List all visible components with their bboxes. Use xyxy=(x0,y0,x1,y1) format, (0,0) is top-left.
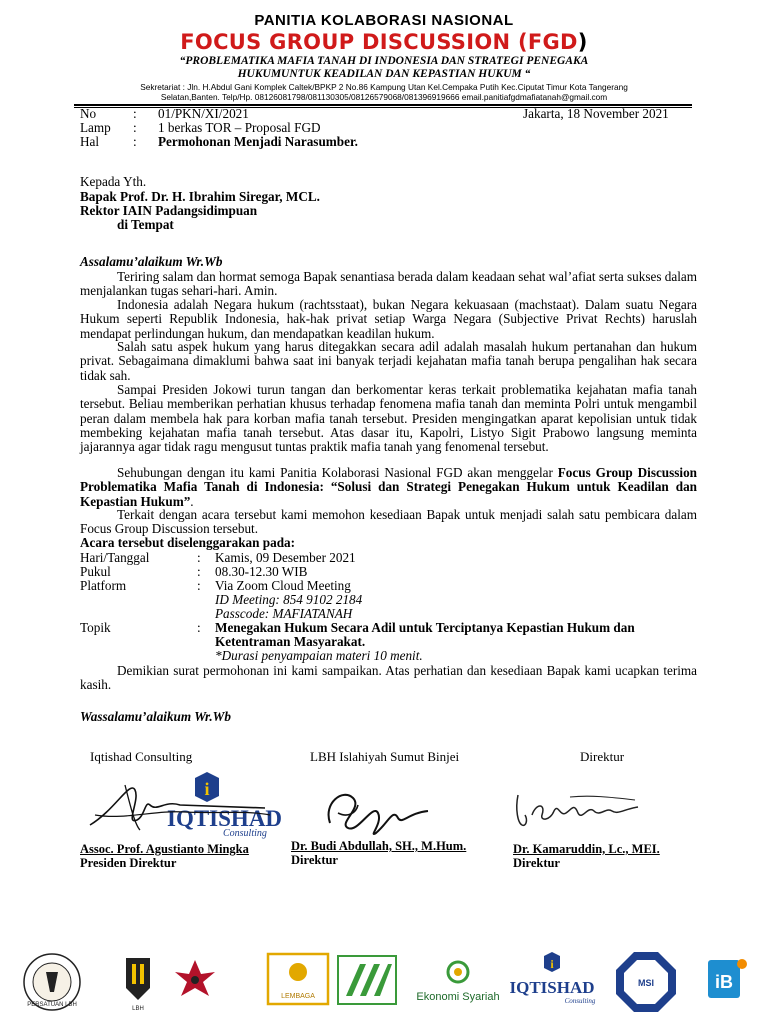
iqtishad-consulting-logo xyxy=(509,952,595,1005)
signature-2 xyxy=(318,783,438,843)
signatory-3-role: Direktur xyxy=(513,855,560,870)
paragraph-4: Sampai Presiden Jokowi turun tangan dan berkomentar keras terkait problematika kejahatan mafia tanah tersebut. Beliau memberikan perhatian khusus terhadap fenomena mafia tanah dan meminta Polri untuk mengambil peran dalam membela hak para korban mafia tanah tersebut. Presiden mengingatkan aparat kepolisian untuk tidak membeking kejahatan mafia tanah tersebut. Atas dasar itu, Kapolri, Listyo Sigit Prabowo langsung meminta jajarannya agar tidak ragu mengusut tuntas praktik mafia tanah yang fenomenal tersebut. xyxy=(80,382,697,455)
agenda-date-colon: : xyxy=(197,550,201,565)
closing-paragraph: Demikian surat permohonan ini kami sampaikan. Atas perhatian dan kesediaan Bapak kami ucapkan terima kasih. xyxy=(80,663,697,693)
signature-org-1: Iqtishad Consulting xyxy=(90,749,193,764)
paragraph-2: Indonesia adalah Negara hukum (rachtsstaat), bukan Negara kekuasaan (machstaat). Dalam suatu Negara Hukum seperti Republik Indonesia, hak-hak privat setiap Warga Negara (Subjective Privat Rechts) haruslah mendapat perlindungan hukum, dan mendapatkan keadilan hukum. xyxy=(80,297,697,341)
svg-text:IQTISHAD: IQTISHAD xyxy=(509,978,595,997)
recipient-place: di Tempat xyxy=(117,217,174,232)
event-name-bold: Focus Group Discussion Problematika Mafia Tanah di Indonesia: “Solusi dan Strategi Penegakan Hukum untuk Keadilan dan Kepastian Hukum” xyxy=(80,465,697,509)
signatory-1 xyxy=(80,843,249,870)
svg-text:MSI: MSI xyxy=(637,978,655,988)
agenda-time-label: Pukul xyxy=(80,564,111,579)
recipient-name: Bapak Prof. Dr. H. Ibrahim Siregar, MCL. xyxy=(80,189,320,204)
yellow-frame-logo xyxy=(268,954,328,1004)
agenda-topic-line-1: Menegakan Hukum Secara Adil untuk Terciptanya Kepastian Hukum dan xyxy=(215,620,635,635)
paragraph-5-end: . xyxy=(190,493,194,509)
signatory-2-name: Dr. Budi Abdullah, SH., M.Hum. xyxy=(291,839,467,853)
stamp-logo-sub: Consulting xyxy=(223,828,267,839)
agenda-platform-colon: : xyxy=(197,578,201,593)
signature-3 xyxy=(510,785,650,835)
address-line-2: Selatan,Banten. Telp/Hp. 08126081798/081130305/08126579068/081396919666 email.panitiafgdmafiatanah@gmail.com xyxy=(160,92,608,102)
signatory-3-name: Dr. Kamaruddin, Lc., MEI. xyxy=(513,842,660,856)
event-title-paren: ) xyxy=(577,30,588,54)
recipient-title: Rektor IAIN Padangsidimpuan xyxy=(80,203,258,218)
msi-octagon-logo xyxy=(616,952,676,1012)
paragraph-1: Teriring salam dan hormat semoga Bapak senantiasa berada dalam keadaan sehat wal’afiat serta sukses dalam menjalankan tugas sehari-hari. Amin. xyxy=(80,269,697,299)
agenda-topic-label: Topik xyxy=(80,620,111,635)
green-stripes-logo xyxy=(338,956,396,1004)
partner-logos-row xyxy=(20,950,760,1012)
letterhead-event xyxy=(0,30,768,54)
signature-org-3: Direktur xyxy=(580,749,625,764)
meta-no-colon: : xyxy=(133,106,137,121)
signatory-2-role: Direktur xyxy=(291,852,338,867)
svg-text:i: i xyxy=(550,957,554,971)
signatory-3 xyxy=(513,843,660,870)
paragraph-3: Salah satu aspek hukum yang harus ditegakkan secara adil adalah masalah hukum pertanahan dan hukum privat. Sebagaimana dimaklumi bahwa saat ini banyak terjadi kejahatan mafia tanah berupa pengalihan hak secara tidak sah. xyxy=(80,339,697,383)
letterhead-address xyxy=(0,82,768,102)
meta-hal-label: Hal xyxy=(80,134,100,149)
signatory-1-role: Presiden Direktur xyxy=(80,855,177,870)
stamp-logo-name: IQTISHAD xyxy=(167,806,283,831)
signatory-2 xyxy=(291,840,466,867)
letter-date: Jakarta, 18 November 2021 xyxy=(523,106,669,121)
paragraph-5 xyxy=(80,466,697,509)
theme-line-1: “PROBLEMATIKA MAFIA TANAH DI INDONESIA DAN STRATEGI PENEGAKA xyxy=(179,55,589,67)
agenda-date-value: Kamis, 09 Desember 2021 xyxy=(215,550,356,565)
agenda-meeting-id: ID Meeting: 854 9102 2184 xyxy=(215,592,363,607)
signatory-1-name: Assoc. Prof. Agustianto Mingka xyxy=(80,842,249,856)
svg-text:PERSATUAN LBH: PERSATUAN LBH xyxy=(27,1002,77,1008)
recipient-kepada: Kepada Yth. xyxy=(80,174,147,189)
meta-no-label: No xyxy=(80,106,97,121)
agenda-heading: Acara tersebut diselenggarakan pada: xyxy=(80,535,296,550)
farewell: Wassalamu’alaikum Wr.Wb xyxy=(80,709,231,724)
agenda-platform-value: Via Zoom Cloud Meeting xyxy=(215,578,351,593)
paragraph-6: Terkait dengan acara tersebut kami memohon kesediaan Bapak untuk menjadi salah satu pembicara dalam Focus Group Discussion tersebut. xyxy=(80,507,697,537)
letterhead-theme xyxy=(0,55,768,81)
meta-no-value: 01/PKN/XI/2021 xyxy=(158,106,249,121)
lbh-shield-logo xyxy=(126,958,150,1012)
svg-text:Consulting: Consulting xyxy=(564,997,596,1005)
paragraph-5-text: Sehubungan dengan itu kami Panitia Kolaborasi Nasional FGD akan menggelar xyxy=(117,465,558,480)
agenda-duration: *Durasi penyampaian materi 10 menit. xyxy=(215,648,423,663)
greeting: Assalamu’alaikum Wr.Wb xyxy=(80,254,223,269)
red-flower-logo xyxy=(175,960,215,996)
svg-text:Ekonomi Syariah: Ekonomi Syariah xyxy=(416,991,500,1003)
svg-text:LEMBAGA: LEMBAGA xyxy=(281,993,315,1000)
agenda-time-colon: : xyxy=(197,564,201,579)
meta-lamp-colon: : xyxy=(133,120,137,135)
meta-lamp-label: Lamp xyxy=(80,120,111,135)
meta-hal-colon: : xyxy=(133,134,137,149)
persatuan-lbh-logo xyxy=(24,954,80,1010)
svg-text:iB: iB xyxy=(715,972,733,992)
theme-line-2: HUKUMUNTUK KEADILAN DAN KEPASTIAN HUKUM “ xyxy=(237,68,531,80)
signature-org-2: LBH Islahiyah Sumut Binjei xyxy=(310,749,460,764)
agenda-date-label: Hari/Tanggal xyxy=(80,550,150,565)
agenda-topic-colon: : xyxy=(197,620,201,635)
address-line-1: Sekretariat : Jln. H.Abdul Gani Komplek Caltek/BPKP 2 No.86 Kampung Utan Kel.Cempaka Putih Kec.Ciputat Timur Kota Tangerang xyxy=(140,82,628,92)
agenda-time-value: 08.30-12.30 WIB xyxy=(215,564,308,579)
agenda-topic-line-2: Ketentraman Masyarakat. xyxy=(215,634,366,649)
meta-lamp-value: 1 berkas TOR – Proposal FGD xyxy=(158,120,321,135)
ekonomi-syariah-logo xyxy=(416,962,499,1003)
agenda-passcode: Passcode: MAFIATANAH xyxy=(215,606,353,621)
event-title: FOCUS GROUP DISCUSSION (FGD xyxy=(180,30,578,54)
agenda-platform-label: Platform xyxy=(80,578,127,593)
letterhead-org: PANITIA KOLABORASI NASIONAL xyxy=(254,12,514,29)
ib-logo xyxy=(708,959,747,998)
svg-text:i: i xyxy=(204,779,210,799)
meta-hal-value: Permohonan Menjadi Narasumber. xyxy=(158,134,358,149)
signature-1-with-stamp xyxy=(85,770,285,842)
svg-text:LBH: LBH xyxy=(132,1006,144,1012)
